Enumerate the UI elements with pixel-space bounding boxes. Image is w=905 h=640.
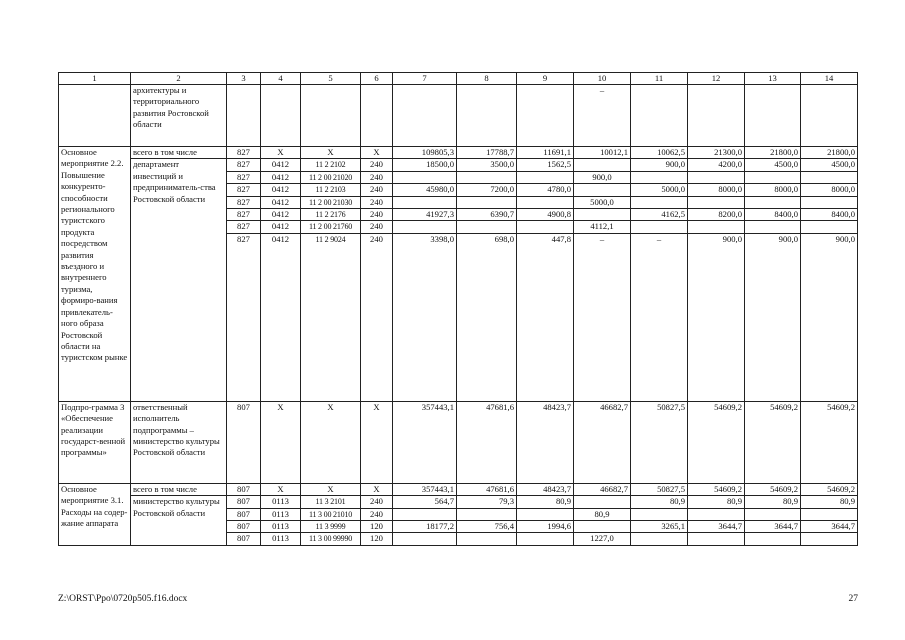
- table-cell: [393, 508, 457, 520]
- table-cell: 47681,6: [457, 483, 517, 495]
- table-cell: 4162,5: [631, 209, 688, 221]
- table-cell: [574, 496, 631, 508]
- table-cell: [574, 209, 631, 221]
- table-cell: 900,0: [631, 159, 688, 171]
- table-cell: 11 2 9024: [301, 233, 361, 401]
- table-cell: 900,0: [745, 233, 801, 401]
- table-cell: [393, 221, 457, 233]
- table-cell: 827: [227, 171, 261, 183]
- table-cell: 900,0: [801, 233, 858, 401]
- table-cell: Х: [301, 147, 361, 159]
- table-cell: [457, 508, 517, 520]
- executor-cell: архитектуры и территориального развития Ростовской области: [131, 85, 227, 147]
- table-cell: 240: [361, 184, 393, 196]
- table-cell: [517, 533, 574, 545]
- subprogram-row: [59, 401, 858, 483]
- block-a-total-row: [59, 147, 858, 159]
- table-cell: 827: [227, 159, 261, 171]
- table-cell: 7200,0: [457, 184, 517, 196]
- table-cell: 21300,0: [688, 147, 745, 159]
- table-cell: 11691,1: [517, 147, 574, 159]
- col-header: 6: [361, 73, 393, 85]
- table-cell: [801, 508, 858, 520]
- table-cell: [688, 533, 745, 545]
- table-cell: 827: [227, 233, 261, 401]
- table-cell: [745, 221, 801, 233]
- executor-cell: департамент инвестиций и предприниматель-ства Ростовской области: [131, 159, 227, 401]
- table-cell: 756,4: [457, 521, 517, 533]
- table-cell: 54609,2: [745, 483, 801, 495]
- table-cell: [517, 196, 574, 208]
- table-cell: 11 2 2102: [301, 159, 361, 171]
- table-cell: 47681,6: [457, 401, 517, 483]
- table-cell: [631, 196, 688, 208]
- table-cell: 0412: [261, 196, 301, 208]
- table-cell: 1562,5: [517, 159, 574, 171]
- table-cell: 4500,0: [745, 159, 801, 171]
- page-number: 27: [848, 594, 858, 604]
- table-row: [59, 159, 858, 171]
- table-cell: 54609,2: [688, 483, 745, 495]
- table-cell: 240: [361, 159, 393, 171]
- total-label: всего в том числе: [131, 483, 227, 495]
- table-cell: 3398,0: [393, 233, 457, 401]
- table-cell: 50827,5: [631, 401, 688, 483]
- table-cell: 80,9: [745, 496, 801, 508]
- table-cell: 3265,1: [631, 521, 688, 533]
- table-cell: [574, 184, 631, 196]
- table-cell: 5000,0: [631, 184, 688, 196]
- table-cell: 698,0: [457, 233, 517, 401]
- table-cell: 0113: [261, 496, 301, 508]
- table-cell: 80,9: [688, 496, 745, 508]
- table-cell: 827: [227, 221, 261, 233]
- table-cell: 18500,0: [393, 159, 457, 171]
- table-cell: 240: [361, 221, 393, 233]
- table-cell: 54609,2: [688, 401, 745, 483]
- table-cell: 41927,3: [393, 209, 457, 221]
- column-number-row: [59, 73, 858, 85]
- table-cell: 3500,0: [457, 159, 517, 171]
- table-cell: [574, 159, 631, 171]
- table-cell: 807: [227, 496, 261, 508]
- budget-table-page: [58, 72, 857, 546]
- block-c-total-row: [59, 483, 858, 495]
- table-cell: 17788,7: [457, 147, 517, 159]
- table-cell: 80,9: [574, 508, 631, 520]
- col-header: 3: [227, 73, 261, 85]
- col-header: 8: [457, 73, 517, 85]
- table-cell: 11 2 00 21030: [301, 196, 361, 208]
- table-cell: 21800,0: [745, 147, 801, 159]
- table-cell: [457, 533, 517, 545]
- table-cell: 3644,7: [745, 521, 801, 533]
- table-cell: 1994,6: [517, 521, 574, 533]
- table-cell: 10062,5: [631, 147, 688, 159]
- col-header: 10: [574, 73, 631, 85]
- table-cell: 11 2 00 21020: [301, 171, 361, 183]
- table-cell: Х: [301, 401, 361, 483]
- table-cell: [688, 508, 745, 520]
- table-cell: [801, 171, 858, 183]
- table-cell: [688, 196, 745, 208]
- table-cell: [631, 533, 688, 545]
- table-cell: 11 2 00 21760: [301, 221, 361, 233]
- table-cell: 0412: [261, 233, 301, 401]
- col-header: 14: [801, 73, 858, 85]
- table-cell: 357443,1: [393, 483, 457, 495]
- table-cell: 4900,8: [517, 209, 574, 221]
- table-cell: [517, 171, 574, 183]
- table-cell: 0412: [261, 209, 301, 221]
- table-cell: 18177,2: [393, 521, 457, 533]
- table-cell: [393, 196, 457, 208]
- table-cell: 807: [227, 401, 261, 483]
- table-cell: [801, 221, 858, 233]
- table-cell: 0412: [261, 184, 301, 196]
- table-cell: 900,0: [688, 233, 745, 401]
- table-cell: 0113: [261, 521, 301, 533]
- table-cell: 807: [227, 483, 261, 495]
- measure-name-cell: Основное мероприятие 3.1. Расходы на содер-жание аппарата: [59, 483, 131, 545]
- table-cell: 0412: [261, 171, 301, 183]
- table-cell: 827: [227, 147, 261, 159]
- table-cell: 240: [361, 196, 393, 208]
- measure-name-cell: Основное мероприятие 2.2. Повышение конкуренто-способности регионального туристского продукта посредством развития въездного и внутреннего туризма, формиро-вания привлекатель-ного образа Ростовской области на туристском рынке: [59, 147, 131, 402]
- table-cell: Х: [261, 401, 301, 483]
- table-cell: 8000,0: [688, 184, 745, 196]
- table-cell: 4780,0: [517, 184, 574, 196]
- table-cell: 8200,0: [688, 209, 745, 221]
- table-cell: 120: [361, 521, 393, 533]
- table-cell: 3644,7: [801, 521, 858, 533]
- table-cell: Х: [361, 147, 393, 159]
- executor-cell: ответственный исполнитель подпрограммы – министерство культуры Ростовской области: [131, 401, 227, 483]
- table-cell: 0412: [261, 221, 301, 233]
- table-cell: [457, 196, 517, 208]
- table-cell: 807: [227, 521, 261, 533]
- table-cell: [688, 171, 745, 183]
- executor-cell: министерство культуры Ростовской области: [131, 496, 227, 546]
- table-cell: 240: [361, 233, 393, 401]
- table-row: [59, 496, 858, 508]
- table-cell: 0113: [261, 533, 301, 545]
- table-cell: Х: [261, 147, 301, 159]
- table-cell: 4500,0: [801, 159, 858, 171]
- table-cell: 48423,7: [517, 401, 574, 483]
- col-header: 9: [517, 73, 574, 85]
- table-cell: [393, 533, 457, 545]
- table-cell: 80,9: [631, 496, 688, 508]
- table-cell: 54609,2: [745, 401, 801, 483]
- table-cell: 827: [227, 196, 261, 208]
- total-label: всего в том числе: [131, 147, 227, 159]
- table-cell: 900,0: [574, 171, 631, 183]
- table-cell: [688, 221, 745, 233]
- col-header: 13: [745, 73, 801, 85]
- table-cell: 54609,2: [801, 401, 858, 483]
- table-cell: [801, 196, 858, 208]
- table-cell: [574, 521, 631, 533]
- table-cell: Х: [361, 401, 393, 483]
- col-header: 12: [688, 73, 745, 85]
- table-cell: 0113: [261, 508, 301, 520]
- table-cell: 240: [361, 508, 393, 520]
- table-cell: 447,8: [517, 233, 574, 401]
- table-cell: 46682,7: [574, 401, 631, 483]
- table-cell: 1227,0: [574, 533, 631, 545]
- table-cell: 11 3 00 99990: [301, 533, 361, 545]
- table-cell: 8400,0: [745, 209, 801, 221]
- table-cell: 807: [227, 508, 261, 520]
- col-header: 1: [59, 73, 131, 85]
- table-cell: 21800,0: [801, 147, 858, 159]
- table-cell: 48423,7: [517, 483, 574, 495]
- table-cell: [631, 508, 688, 520]
- table-cell: 54609,2: [801, 483, 858, 495]
- table-cell: 357443,1: [393, 401, 457, 483]
- table-cell: –: [631, 233, 688, 401]
- table-cell: 79,3: [457, 496, 517, 508]
- table-cell: [517, 221, 574, 233]
- continuation-row: [59, 85, 858, 147]
- table-cell: 11 2 2103: [301, 184, 361, 196]
- table-cell: Х: [261, 483, 301, 495]
- table-cell: 240: [361, 209, 393, 221]
- col-header: 4: [261, 73, 301, 85]
- table-cell: 0412: [261, 159, 301, 171]
- table-cell: [631, 221, 688, 233]
- table-cell: 240: [361, 171, 393, 183]
- table-cell: 120: [361, 533, 393, 545]
- table-cell: [745, 533, 801, 545]
- table-cell: 80,9: [801, 496, 858, 508]
- table-cell: Х: [361, 483, 393, 495]
- table-cell: 80,9: [517, 496, 574, 508]
- table-cell: 6390,7: [457, 209, 517, 221]
- table-cell: 11 3 9999: [301, 521, 361, 533]
- table-cell: [745, 508, 801, 520]
- dash-cell: –: [574, 85, 631, 147]
- table-cell: [457, 171, 517, 183]
- subprogram-name-cell: Подпро-грамма 3 «Обеспечение реализации государст-венной программы»: [59, 401, 131, 483]
- table-cell: [457, 221, 517, 233]
- table-cell: 11 2 2176: [301, 209, 361, 221]
- table-cell: 827: [227, 209, 261, 221]
- table-cell: 109805,3: [393, 147, 457, 159]
- table-cell: [801, 533, 858, 545]
- col-header: 2: [131, 73, 227, 85]
- table-cell: 4200,0: [688, 159, 745, 171]
- table-cell: 45980,0: [393, 184, 457, 196]
- table-cell: [745, 196, 801, 208]
- table-cell: 564,7: [393, 496, 457, 508]
- col-header: 11: [631, 73, 688, 85]
- table-cell: 46682,7: [574, 483, 631, 495]
- table-cell: 10012,1: [574, 147, 631, 159]
- table-cell: 8000,0: [745, 184, 801, 196]
- table-cell: 50827,5: [631, 483, 688, 495]
- col-header: 7: [393, 73, 457, 85]
- table-cell: [745, 171, 801, 183]
- table-cell: [631, 171, 688, 183]
- table-cell: [517, 508, 574, 520]
- table-cell: 8000,0: [801, 184, 858, 196]
- table-cell: 4112,1: [574, 221, 631, 233]
- file-path-footer: Z:\ORST\Ppo\0720p505.f16.docx: [58, 594, 188, 604]
- table-cell: 8400,0: [801, 209, 858, 221]
- table-cell: [393, 171, 457, 183]
- table-cell: 5000,0: [574, 196, 631, 208]
- table-cell: 3644,7: [688, 521, 745, 533]
- table-cell: 11 3 2101: [301, 496, 361, 508]
- table-cell: Х: [301, 483, 361, 495]
- table-cell: 11 3 00 21010: [301, 508, 361, 520]
- table-cell: 807: [227, 533, 261, 545]
- table-cell: –: [574, 233, 631, 401]
- budget-table: [58, 72, 858, 546]
- table-cell: 240: [361, 496, 393, 508]
- col-header: 5: [301, 73, 361, 85]
- table-cell: 827: [227, 184, 261, 196]
